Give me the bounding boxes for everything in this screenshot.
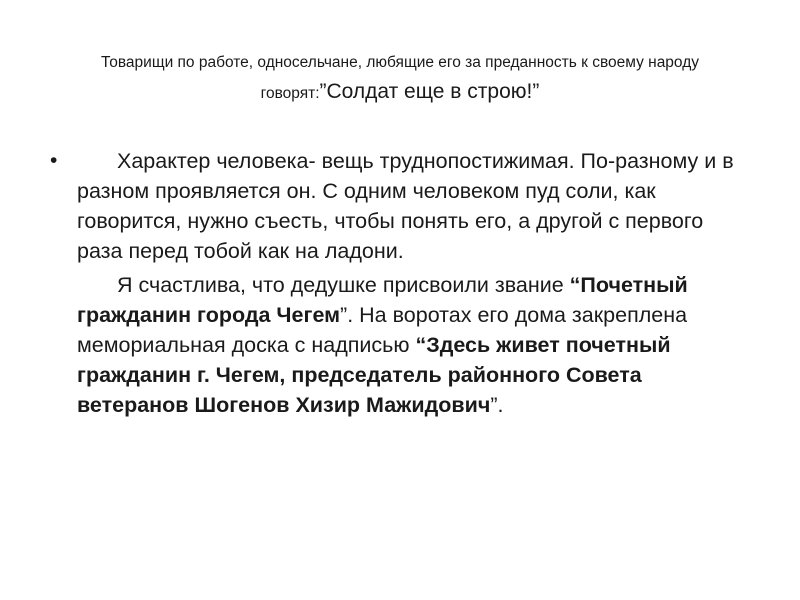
bullet-icon: •: [50, 149, 58, 172]
title-open-quote: “: [569, 273, 581, 297]
inscription-open-quote: “: [415, 333, 427, 357]
slide-title: [40, 48, 760, 108]
paragraph-part2-text: ”. На воротах его дома закреплена мемориальная доска с надписью: [77, 303, 688, 357]
paragraph-character: [77, 146, 750, 266]
paragraph-end-text: ”.: [490, 393, 504, 417]
inscription-text: Здесь живет почетный гражданин г. Чегем, председатель районного Совета ветеранов Шогенов Хизир Мажидович: [77, 333, 671, 417]
title-quote-text: ”Солдат еще в строю!”: [319, 80, 540, 103]
title-lead-text: Товарищи по работе, односельчане, любящие его за преданность к своему народу говорят:: [100, 54, 700, 102]
paragraph-honorary-title: [77, 270, 750, 420]
bullet-item: [50, 146, 750, 420]
honorary-title-text: Почетный гражданин города Чегем: [77, 273, 688, 327]
slide-body: [50, 146, 750, 420]
paragraph-character-text: Характер человека- вещь труднопостижимая. По-разному и в разном проявляется он. С одним человеком пуд соли, как говорится, нужно съесть, чтобы понять его, а другой с первого раза перед тобой как на ладони.: [77, 149, 734, 263]
paragraph-part1-text: Я счастлива, что дедушке присвоили звание: [117, 273, 570, 297]
